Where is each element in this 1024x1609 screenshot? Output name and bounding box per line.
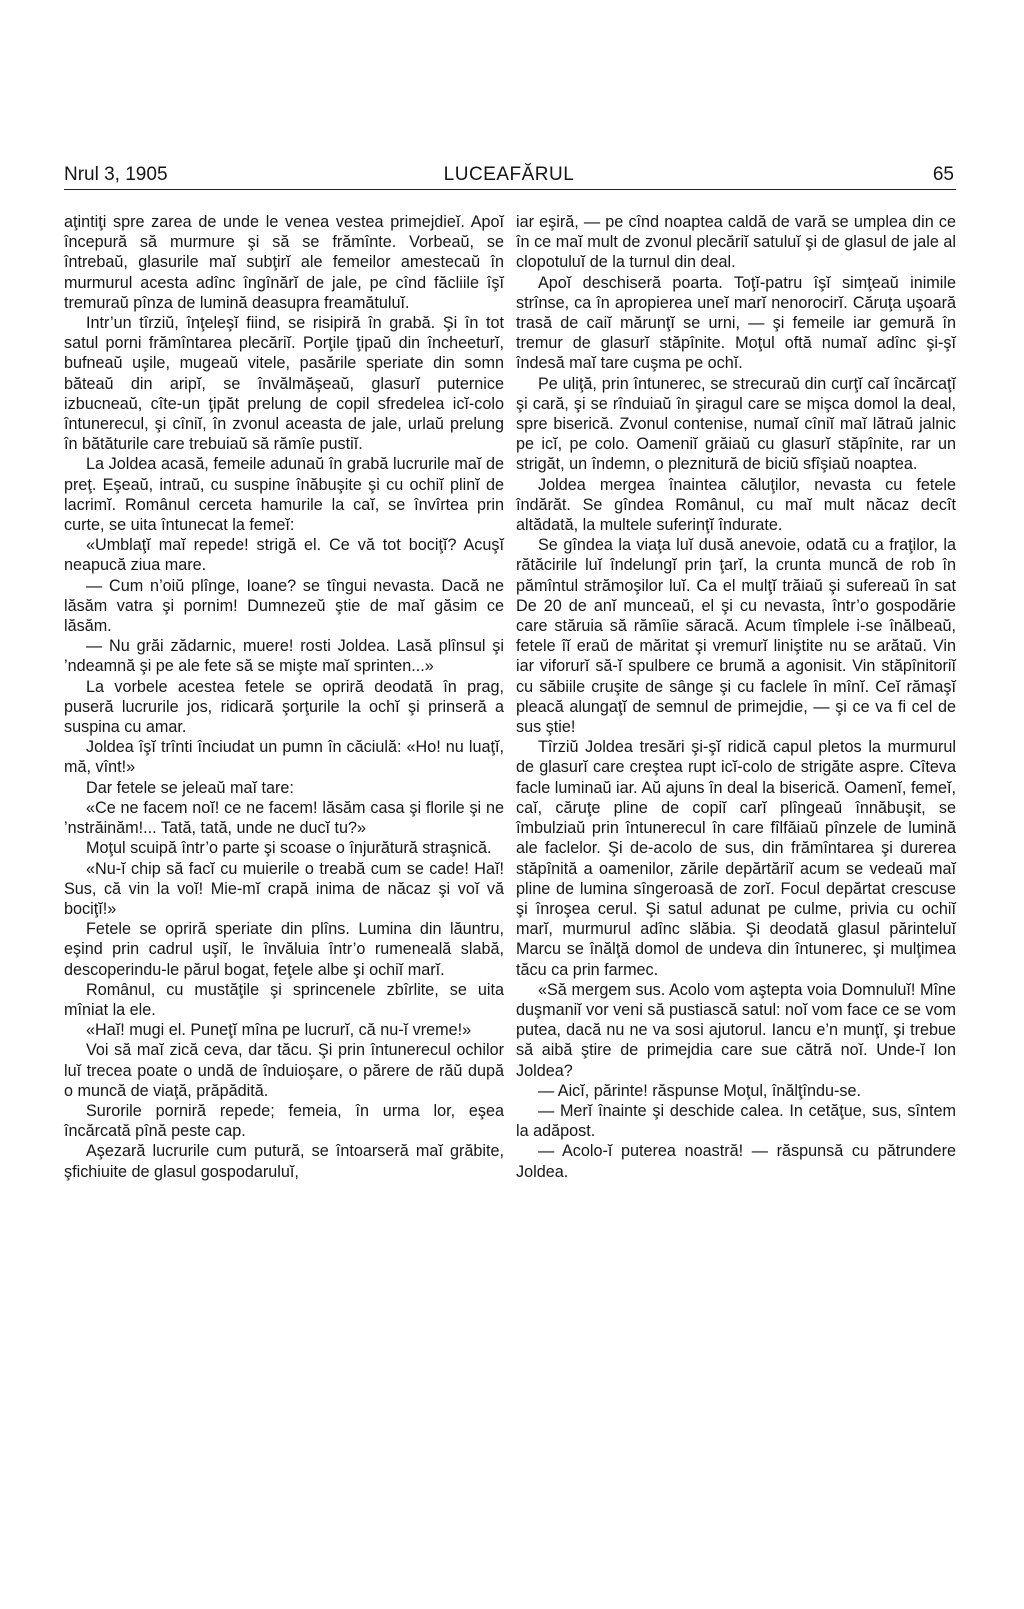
paragraph: Pe uliţă, prin întunerec, se strecuraŭ din curţĭ caĭ încărcaţĭ şi cară, şi se rînduiaŭ în şiragul care se mişca domol la deal, spre biserică. Zvonul contenise, numaĭ cîniĭ maĭ lătraŭ jalnic pe icĭ, pe colo. Oameniĭ grăiaŭ cu glasurĭ stăpînite, rar un strigăt, un îndemn, o pleznitură de biciŭ sfîşiaŭ noaptea. [516, 374, 956, 474]
text-column-right [516, 212, 956, 1182]
paragraph: Joldea îşĭ trînti înciudat un pumn în căciulă: «Ho! nu luaţĭ, mă, vînt!» [64, 738, 504, 777]
header-rule [64, 189, 956, 190]
text-column-left [64, 212, 504, 1182]
paragraph: «Nu-ĭ chip să facĭ cu muierile o treabă cum se cade! Haĭ! Sus, că vin la voĭ! Mie-mĭ crapă inima de năcaz şi voĭ vă bociţĭ!» [64, 859, 504, 918]
journal-title: LUCEAFĂRUL [443, 164, 575, 185]
paragraph: «Umblaţĭ maĭ repede! strigă el. Ce vă tot bociţĭ? Acuşĭ neapucă ziua mare. [64, 536, 504, 575]
running-head [64, 162, 954, 188]
paragraph: Se gîndea la viaţa luĭ dusă anevoie, odată cu a fraţilor, la rătăcirile luĭ îndelungĭ prin ţarĭ, la crunta muncă de rob în pămîntul strămoşilor luĭ. Ca el mulţĭ trăiaŭ şi sufereaŭ în sat De 20 de anĭ munceaŭ, el şi cu nevasta, într’o gospodărie care stăruia să rămîie săracă. Acum tîmplele i-se înălbeaŭ, fetele îĭ eraŭ de măritat şi vremurĭ liniştite nu se arătaŭ. Vin iar viforurĭ să-ĭ spulbere ce brumă a agonisit. Vin stăpînitoriĭ cu săbiile cruşite de sânge şi cu faclele în mînĭ. Ceĭ rămaşĭ pleacă alungaţĭ de semnul de primejdie, — şi ce va fi cel de sus ştie! [516, 536, 956, 737]
paragraph: «Să mergem sus. Acolo vom aştepta voia Domnuluĭ! Mîne duşmaniĭ vor veni să pustiască satul: noĭ vom face ce se vom putea, dacă nu ne va sosi ajutorul. Iancu e’n munţĭ, şi trebue să aibă ştire de primejdia care sue cătră noĭ. Unde-ĭ Ion Joldea? [516, 980, 956, 1080]
paragraph: Aşezară lucrurile cum putură, se întoarseră maĭ grăbite, şfichiuite de glasul gospodaruluĭ, [64, 1142, 504, 1181]
paragraph: Joldea mergea înaintea căluţilor, nevasta cu fetele îndărăt. Se gîndea Românul, cu maĭ mult năcaz decît altădată, la multele suferinţĭ îndurate. [516, 475, 956, 535]
paragraph: Intr’un tîrziŭ, înţeleşĭ fiind, se risipiră în grabă. Şi în tot satul porni frămîntarea plecăriĭ. Porţile ţipaŭ din încheeturĭ, bufneaŭ uşile, mugeaŭ vitele, pasările speriate din somn băteaŭ din aripĭ, se învălmăşeaŭ, glasurĭ puternice izbucneaŭ, cîte-un ţipăt prelung de copil sfredelea icĭ-colo întunerecul, şi cîniĭ, în zvonul aceasta de jale, urlaŭ prelung în bătăturile care trebuiaŭ să rămîe pustiĭ. [64, 314, 504, 454]
paragraph: Românul, cu mustăţile şi sprincenele zbîrlite, se uita mîniat la ele. [64, 980, 504, 1019]
paragraph: aţintiţi spre zarea de unde le venea vestea primejdieĭ. Apoĭ începură să murmure şi să se frămînte. Vorbeaŭ, se întrebaŭ, glasurile maĭ subţirĭ ale femeilor amestecaŭ în murmurul acesta adînc îngînărĭ de jale, pe cînd făcliile îşĭ tremuraŭ pînza de lumină deasupra freamătuluĭ. [64, 213, 504, 312]
page-number: 65 [932, 164, 954, 185]
paragraph: — Cum n’oiŭ plînge, Ioane? se tîngui nevasta. Dacă ne lăsăm vatra şi pornim! Dumnezeŭ ştie de maĭ găsim ce lăsăm. [64, 576, 504, 636]
paragraph: Dar fetele se jeleaŭ maĭ tare: [86, 778, 294, 797]
paragraph: La vorbele acestea fetele se opriră deodată în prag, puseră lucrurile jos, ridicară şorţurile la ochĭ şi prinseră a suspina cu amar. [64, 677, 504, 737]
paragraph: — Acolo-ĭ puterea noastră! — răspunsă cu pătrundere Joldea. [516, 1142, 956, 1181]
paragraph: La Joldea acasă, femeile adunaŭ în grabă lucrurile maĭ de preţ. Eşeaŭ, intraŭ, cu suspine înăbuşite şi cu ochiĭ plinĭ de lacrimĭ. Românul cerceta hamurile la caĭ, se învîrtea prin curte, se uita întunecat la femeĭ: [64, 455, 504, 535]
paragraph: — Nu grăi zădarnic, muere! rosti Joldea. Lasă plînsul şi ’ndeamnă şi pe ale fete să se mişte maĭ sprinten...» [64, 637, 504, 676]
paragraph: — Aicĭ, părinte! răspunse Moţul, înălţîndu-se. [538, 1081, 862, 1100]
paragraph: Apoĭ deschiseră poarta. Toţĭ-patru îşĭ simţeaŭ inimile strînse, ca în apropierea uneĭ marĭ nenorocirĭ. Căruţa uşoară trasă de caiĭ mărunţĭ se urni, — şi femeile iar gemură în tremur de glasurĭ stăpînite. Moţul oftă numaĭ adînc şi-şĭ îndesă maĭ tare cuşma pe ochĭ. [516, 273, 956, 373]
paragraph: Surorile porniră repede; femeia, în urma lor, eşea încărcată pînă peste cap. [64, 1101, 504, 1141]
paragraph: — Merĭ înainte şi deschide calea. In cetăţue, sus, sîntem la adăpost. [516, 1101, 956, 1141]
paragraph: «Haĭ! mugi el. Puneţĭ mîna pe lucrurĭ, că nu-ĭ vreme!» [86, 1021, 472, 1040]
paragraph: «Ce ne facem noĭ! ce ne facem! lăsăm casa şi florile şi ne ’nstrăinăm!... Tată, tată, unde ne ducĭ tu?» [64, 798, 504, 838]
paragraph: Tîrziŭ Joldea tresări şi-şĭ ridică capul pletos la murmurul de glasurĭ care creştea rupt icĭ-colo de strigăte aspre. Cîteva facle luminaŭ iar. Aŭ ajuns în deal la biserică. Oamenĭ, femeĭ, caĭ, căruţe pline de copiĭ carĭ plîngeaŭ înnăbuşit, se îmbulziaŭ prin întunerecul în care fîlfăiaŭ pînzele de lumină ale faclelor. Şi de-acolo de sus, din frămîntarea şi durerea stăpînită a oamenilor, zările depărtăriĭ acum se vedeaŭ maĭ pline de lumina sîngeroasă de zorĭ. Focul depărtat crescuse şi înroşea cerul. Şi satul adunat pe culme, privia cu ochiĭ marĭ, murmurul adînc slăbia. Şi deodată glasul părinteluĭ Marcu se înălţă domol de undeva din întunerec, şi mulţimea tăcu ca prin farmec. [516, 738, 956, 979]
paragraph: Fetele se opriră speriate din plîns. Lumina din lăuntru, eşind prin cadrul uşiĭ, le învăluia într’o rumeneală slabă, descoperindu-le părul bogat, feţele albe şi ochiĭ marĭ. [64, 920, 504, 979]
issue-number: Nrul 3, 1905 [64, 164, 168, 185]
paragraph: Moţul scuipă într’o parte şi scoase o înjurătură straşnică. [86, 839, 492, 858]
paragraph: iar eşiră, — pe cînd noaptea caldă de vară se umplea din ce în ce maĭ mult de zvonul plecăriĭ satuluĭ şi de glasul de jale al clopotuluĭ de la turnul din deal. [516, 213, 956, 272]
paragraph: Voi să maĭ zică ceva, dar tăcu. Şi prin întunerecul ochilor luĭ trecea poate o undă de înduioşare, o părere de răŭ după o muncă de viaţă, prăpădită. [64, 1041, 504, 1100]
